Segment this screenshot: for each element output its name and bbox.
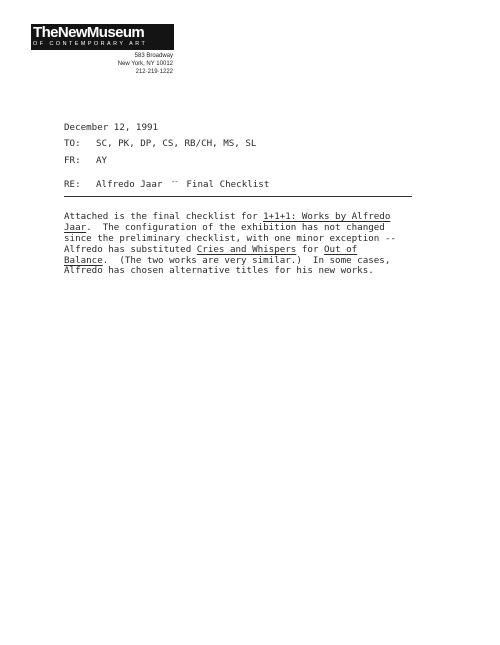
letterhead-address: [100, 52, 173, 76]
memo-re-label: RE:: [64, 179, 81, 190]
header-divider: [64, 196, 412, 197]
memo-re-value-b: Final Checklist: [186, 179, 270, 190]
work-title-out-of-balance: Out of: [324, 243, 358, 255]
address-phone: 212·219·1222: [135, 69, 173, 75]
logo-name: TheNewMuseum: [33, 24, 145, 41]
body-text: Attached is the final checklist for: [64, 211, 264, 222]
memo-from-value: AY: [96, 155, 108, 166]
address-city: New York, NY 10012: [117, 61, 173, 67]
logo-subtitle: OF CONTEMPORARY ART: [33, 41, 148, 47]
body-text: . The configuration of the exhibition has not changed: [86, 221, 385, 233]
memo-re-value-a: Alfredo Jaar: [96, 179, 163, 190]
exhibition-title-cont: Jaar: [64, 221, 87, 233]
work-title-cries: Cries and Whispers: [196, 243, 297, 255]
body-line-3: since the preliminary checklist, with one minor exception --: [64, 232, 396, 244]
body-line-6: Alfredo has chosen alternative titles for his new works.: [64, 265, 374, 277]
memo-to-label: TO:: [64, 138, 81, 149]
memo-from-label: FR:: [64, 155, 81, 166]
memo-from-row: [64, 155, 107, 167]
memo-to-row: [64, 138, 256, 150]
body-text: for: [296, 243, 325, 255]
exhibition-title: 1+1+1: Works by Alfredo: [263, 211, 391, 222]
memo-body: [64, 212, 444, 277]
memo-re-row: [64, 176, 269, 191]
museum-logo: [31, 24, 174, 50]
body-text: Alfredo has substituted: [64, 243, 197, 255]
memo-to-value: SC, PK, DP, CS, RB/CH, MS, SL: [96, 138, 257, 149]
body-text: . (The two works are very similar.) In some cases,: [102, 254, 391, 266]
address-street: 583 Broadway: [134, 53, 173, 59]
work-title-out-of-balance-cont: Balance: [64, 254, 103, 266]
memo-re-dash: --: [171, 178, 178, 186]
memo-date: December 12, 1991: [64, 122, 159, 133]
